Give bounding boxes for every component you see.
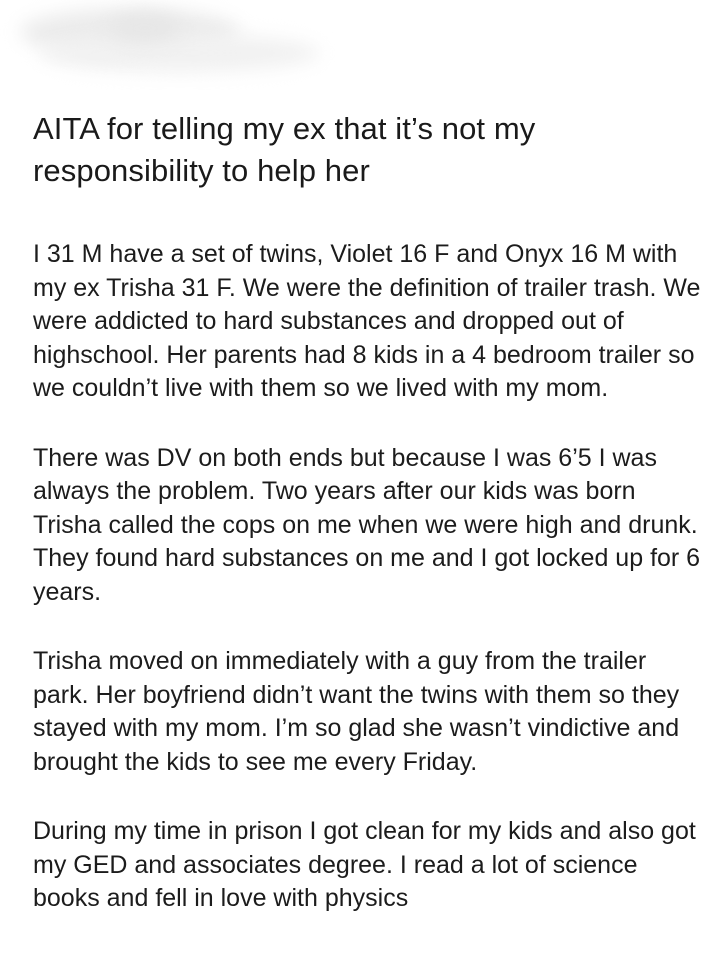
post-body [33, 238, 705, 916]
post-paragraph: Trisha moved on immediately with a guy from the trailer park. Her boyfriend didn’t want the twins with them so they stayed with my mom. I’m so glad she wasn’t vindictive and brought the kids to see me every Friday. [33, 647, 680, 776]
post-paragraph: There was DV on both ends but because I was 6’5 I was always the problem. Two years after our kids was born Trisha called the cops on me when we were high and drunk. They found hard substances on me and I got locked up for 6 years. [33, 443, 701, 606]
blurred-header [0, 0, 340, 90]
blurred-avatar [110, 14, 180, 42]
post-content [33, 108, 705, 952]
post-title: AITA for telling my ex that it’s not my responsibility to help her [33, 111, 536, 188]
blurred-subtitle [40, 34, 320, 72]
post-paragraph: I 31 M have a set of twins, Violet 16 F and Onyx 16 M with my ex Trisha 31 F. We were the definition of trailer trash. We were addicted to hard substances and dropped out of highschool. Her parents had 8 kids in a 4 bedroom trailer so we couldn’t live with them so we lived with my mom. [33, 240, 701, 402]
post-paragraph: During my time in prison I got clean for my kids and also got my GED and associates degree. I read a lot of science books and fell in love with physics [33, 817, 696, 912]
